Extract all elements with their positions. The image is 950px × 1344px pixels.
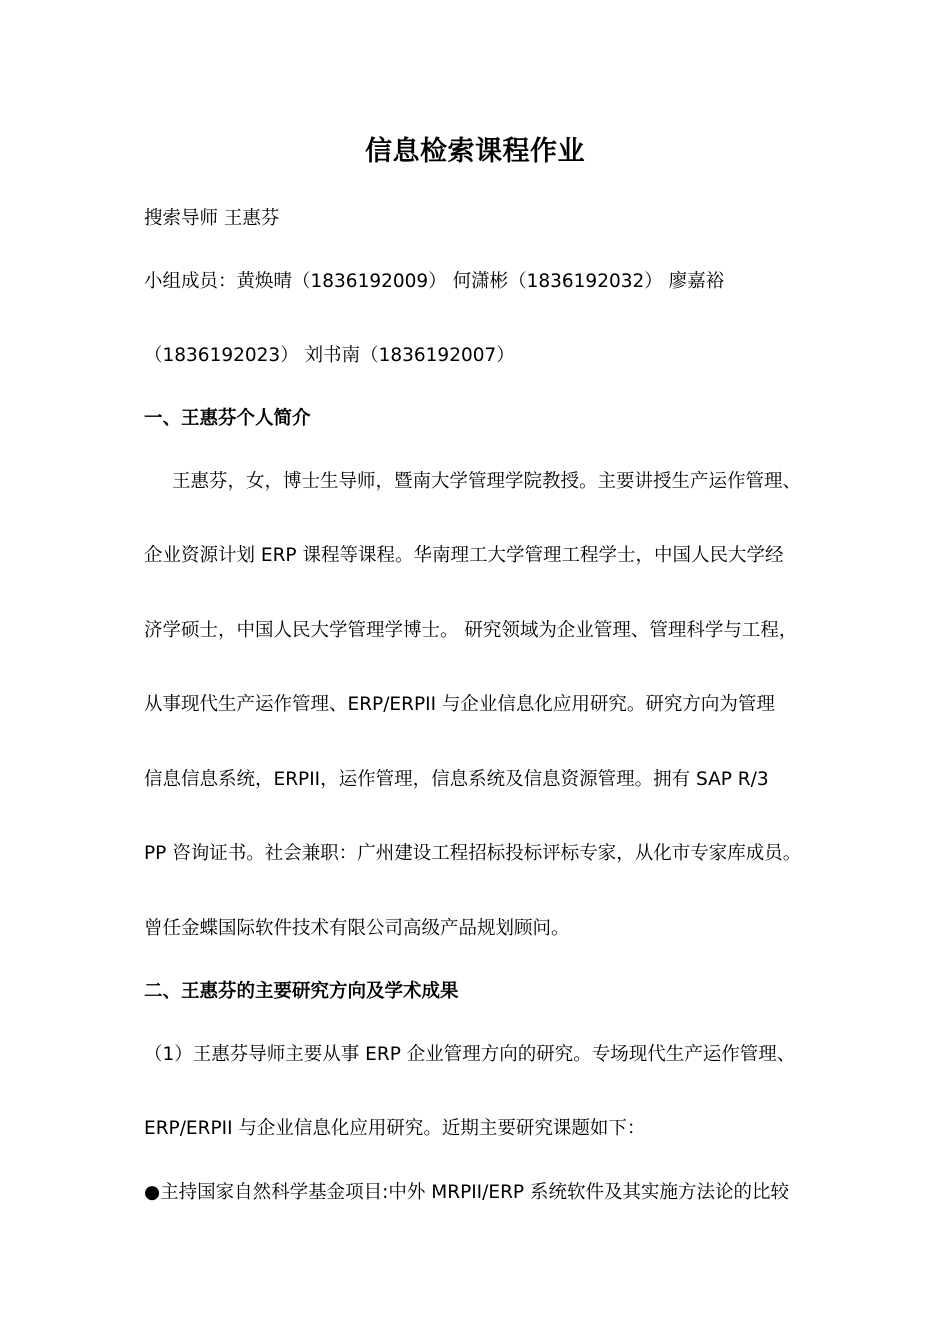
section1-paragraph-line: 从事现代生产运作管理、ERP/ERPII 与企业信息化应用研究。研究方向为管理	[144, 694, 775, 715]
section1-heading: 一、王惠芬个人简介	[144, 408, 311, 429]
members-line-2: （1836192023） 刘书南（1836192007）	[144, 345, 515, 366]
section1-paragraph-line: 济学硕士，中国人民大学管理学博士。 研究领域为企业管理、管理科学与工程，	[144, 620, 798, 641]
section2-paragraph-line: ERP/ERPII 与企业信息化应用研究。近期主要研究课题如下：	[144, 1118, 646, 1139]
section2-paragraph-line: （1）王惠芬导师主要从事 ERP 企业管理方向的研究。专场现代生产运作管理、	[144, 1044, 796, 1065]
section2-bullet-line: ●主持国家自然科学基金项目:中外 MRPII/ERP 系统软件及其实施方法论的比较	[144, 1182, 789, 1203]
members-line-1: 小组成员：黄焕晴（1836192009） 何潇彬（1836192032） 廖嘉裕	[144, 271, 725, 292]
section1-paragraph-line: 信息信息系统，ERPII，运作管理，信息系统及信息资源管理。拥有 SAP R/3	[144, 769, 769, 790]
section1-paragraph-line: PP 咨询证书。社会兼职：广州建设工程招标投标评标专家，从化市专家库成员。	[144, 843, 802, 864]
advisor-line: 搜索导师 王惠芬	[144, 208, 280, 229]
section1-paragraph-line: 企业资源计划 ERP 课程等课程。华南理工大学管理工程学士，中国人民大学经	[144, 545, 784, 566]
document-title: 信息检索课程作业	[365, 136, 585, 167]
section1-paragraph-line: 王惠芬，女，博士生导师，暨南大学管理学院教授。主要讲授生产运作管理、	[172, 471, 802, 492]
section2-heading: 二、王惠芬的主要研究方向及学术成果	[144, 981, 459, 1002]
section1-paragraph-line: 曾任金蝶国际软件技术有限公司高级产品规划顾问。	[144, 918, 570, 939]
